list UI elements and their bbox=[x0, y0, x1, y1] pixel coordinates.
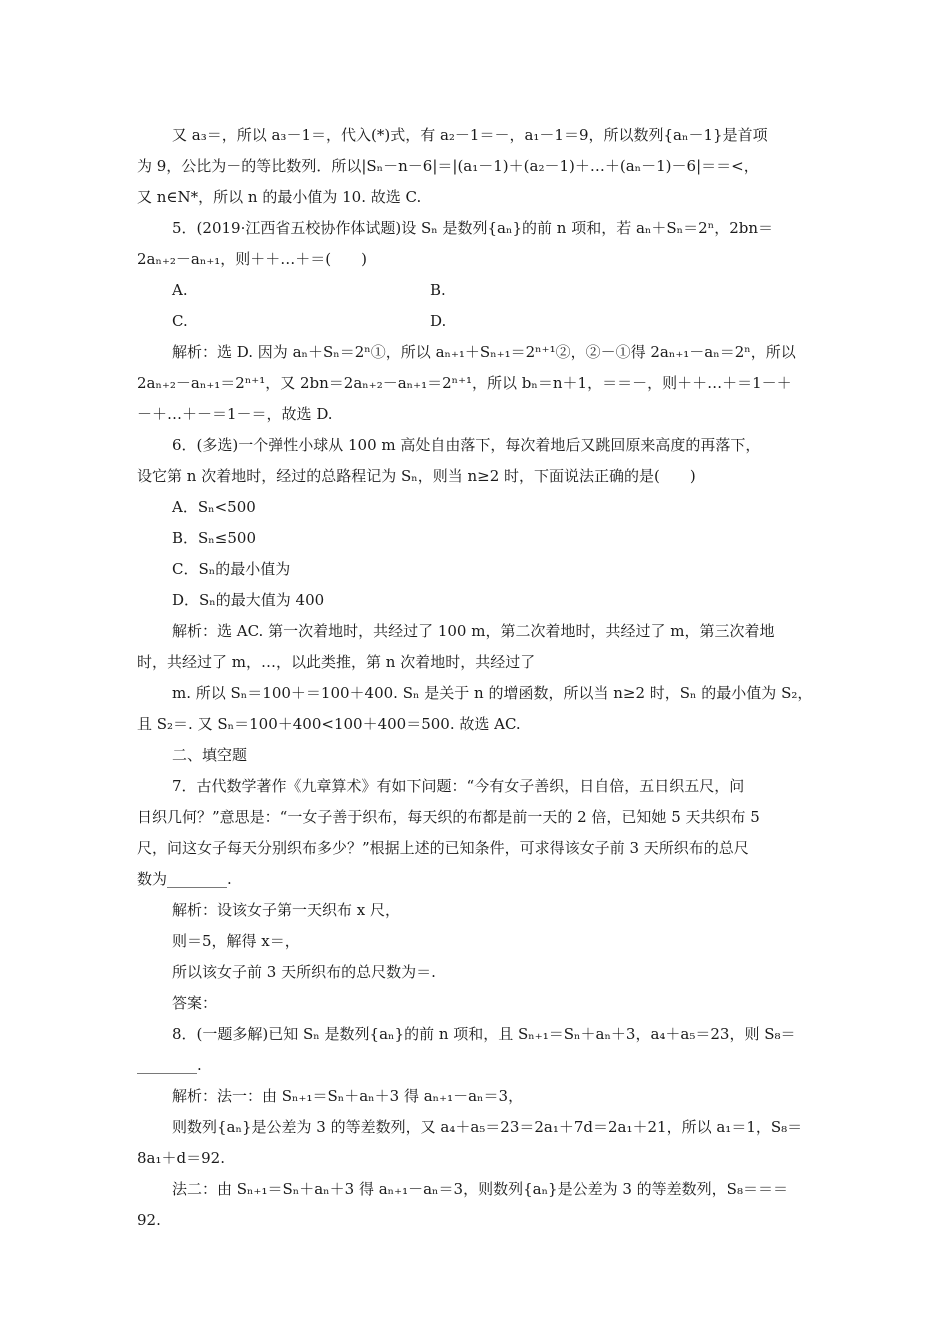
text-line: 则＝5，解得 x＝， bbox=[172, 932, 300, 950]
text-line: 2aₙ₊₂－aₙ₊₁＝2ⁿ⁺¹，又 2bn＝2aₙ₊₂－aₙ₊₁＝2ⁿ⁺¹，所以 bₙ＝n＋1，＝＝－，则＋＋…＋＝1－＋ bbox=[137, 374, 792, 392]
text-line: 又 n∈N*，所以 n 的最小值为 10. 故选 C. bbox=[137, 188, 422, 206]
text-line: D. bbox=[430, 312, 447, 330]
text-line: ________. bbox=[137, 1056, 202, 1074]
text-line: 且 S₂＝. 又 Sₙ＝100＋400<100＋400＝500. 故选 AC. bbox=[137, 715, 521, 733]
text-line: D．Sₙ的最大值为 400 bbox=[172, 591, 325, 609]
text-line: 为 9，公比为－的等比数列．所以|Sₙ－n－6|＝|(a₁－1)＋(a₂－1)＋…＋(aₙ－1)－6|＝＝<， bbox=[137, 157, 759, 175]
text-line: 所以该女子前 3 天所织布的总尺数为＝. bbox=[172, 963, 436, 981]
text-line: 8a₁＋d＝92. bbox=[137, 1149, 225, 1167]
text-line: 6．(多选)一个弹性小球从 100 m 高处自由落下，每次着地后又跳回原来高度的再落下， bbox=[172, 436, 761, 454]
text-line: 又 a₃＝，所以 a₃－1＝，代入(*)式，有 a₂－1＝－，a₁－1＝9，所以数列{aₙ－1}是首项 bbox=[172, 126, 768, 144]
text-line: A．Sₙ<500 bbox=[172, 498, 256, 516]
text-line: 答案： bbox=[172, 994, 218, 1012]
text-line: C. bbox=[172, 312, 188, 330]
text-line: 7．古代数学著作《九章算术》有如下问题：“今有女子善织，日自倍，五日织五尺，问 bbox=[172, 777, 745, 795]
text-line: 解析：选 D. 因为 aₙ＋Sₙ＝2ⁿ①，所以 aₙ₊₁＋Sₙ₊₁＝2ⁿ⁺¹②，②－①得 2aₙ₊₁－aₙ＝2ⁿ，所以 bbox=[172, 343, 796, 361]
text-line: 8．(一题多解)已知 Sₙ 是数列{aₙ}的前 n 项和，且 Sₙ₊₁＝Sₙ＋aₙ＋3，a₄＋a₅＝23，则 S₈＝ bbox=[172, 1025, 796, 1043]
text-line: A. bbox=[172, 281, 188, 299]
text-line: 法二：由 Sₙ₊₁＝Sₙ＋aₙ＋3 得 aₙ₊₁－aₙ＝3，则数列{aₙ}是公差为 3 的等差数列，S₈＝＝＝ bbox=[172, 1180, 788, 1198]
text-line: 则数列{aₙ}是公差为 3 的等差数列，又 a₄＋a₅＝23＝2a₁＋7d＝2a₁＋21，所以 a₁＝1，S₈＝ bbox=[172, 1118, 803, 1136]
text-line: 92. bbox=[137, 1211, 161, 1229]
text-line: 解析：法一：由 Sₙ₊₁＝Sₙ＋aₙ＋3 得 aₙ₊₁－aₙ＝3， bbox=[172, 1087, 524, 1105]
text-line: m. 所以 Sₙ＝100＋＝100＋400. Sₙ 是关于 n 的增函数，所以当 n≥2 时，Sₙ 的最小值为 S₂， bbox=[172, 684, 813, 702]
text-line: C．Sₙ的最小值为 bbox=[172, 560, 291, 578]
text-line: B. bbox=[430, 281, 446, 299]
text-line: 尺，问这女子每天分别织布多少？”根据上述的已知条件，可求得该女子前 3 天所织布的总尺 bbox=[137, 839, 749, 857]
text-line: 二、填空题 bbox=[172, 746, 248, 764]
text-line: 数为________. bbox=[137, 870, 232, 888]
text-line: B．Sₙ≤500 bbox=[172, 529, 256, 547]
text-line: 日织几何？”意思是：“一女子善于织布，每天织的布都是前一天的 2 倍，已知她 5 天共织布 5 bbox=[137, 808, 760, 826]
text-line: 设它第 n 次着地时，经过的总路程记为 Sₙ，则当 n≥2 时，下面说法正确的是( ) bbox=[137, 467, 696, 485]
text-line: 时，共经过了 m，…，以此类推，第 n 次着地时，共经过了 bbox=[137, 653, 536, 671]
text-line: 2aₙ₊₂－aₙ₊₁，则＋＋…＋＝( ) bbox=[137, 250, 367, 268]
text-line: 解析：设该女子第一天织布 x 尺， bbox=[172, 901, 400, 919]
text-line: 解析：选 AC. 第一次着地时，共经过了 100 m，第二次着地时，共经过了 m，第三次着地 bbox=[172, 622, 775, 640]
text-line: －＋…＋－＝1－＝，故选 D. bbox=[137, 405, 333, 423]
text-line: 5．(2019·江西省五校协作体试题)设 Sₙ 是数列{aₙ}的前 n 项和，若 aₙ＋Sₙ＝2ⁿ，2bn＝ bbox=[172, 219, 774, 237]
